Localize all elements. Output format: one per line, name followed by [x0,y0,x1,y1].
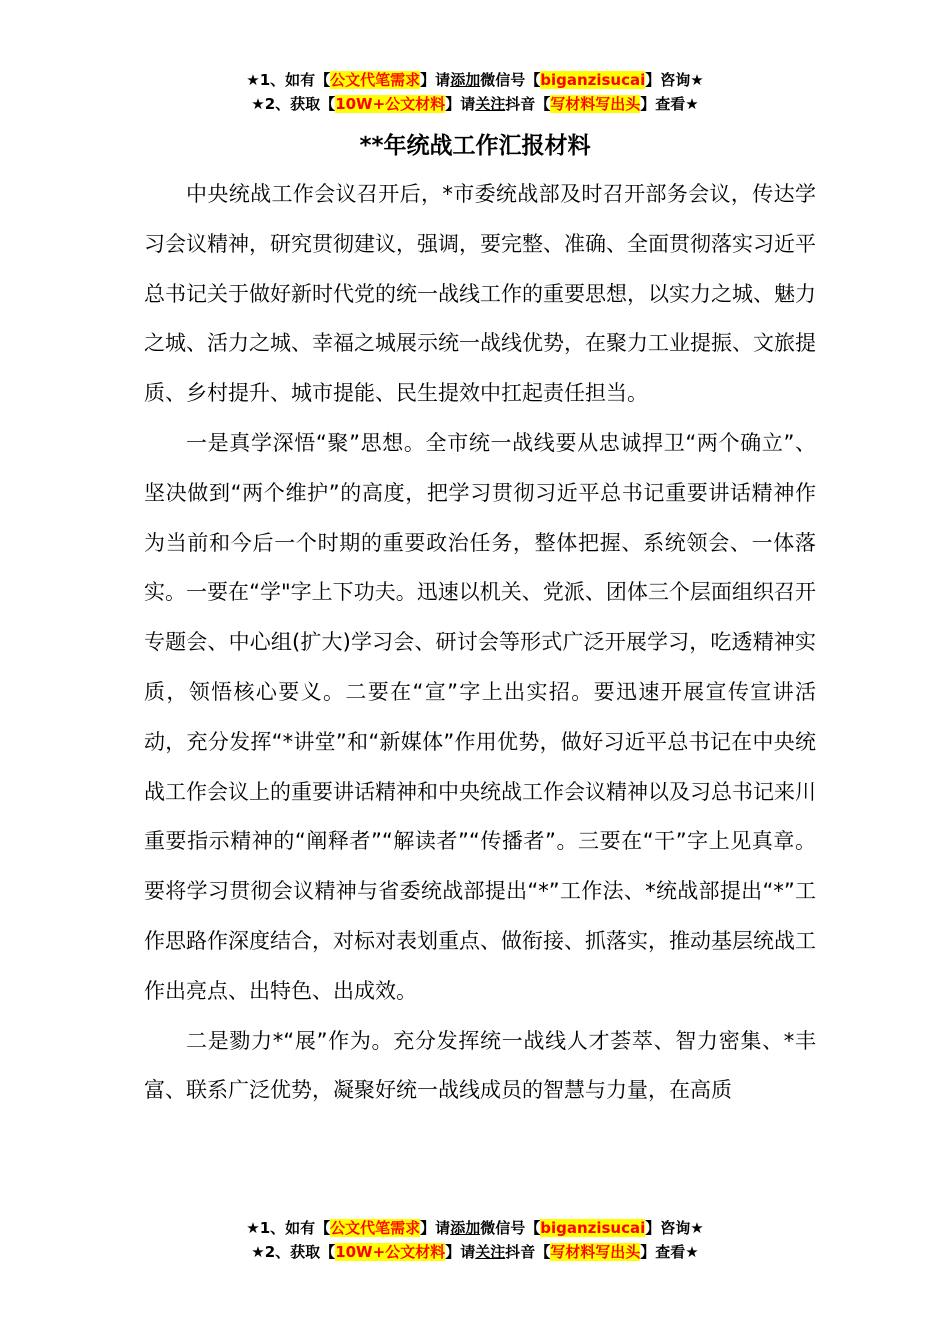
banner-text: ★1、如有【 [246,1219,331,1237]
banner-line-2 [0,1240,950,1264]
paragraph: 中央统战工作会议召开后，*市委统战部及时召开部务会议，传达学习会议精神，研究贯彻建议，强调，要完整、准确、全面贯彻落实习近平总书记关于做好新时代党的统一战线工作的重要思想，以实力之城、魅力之城、活力之城、幸福之城展示统一战线优势，在聚力工业提振、文旅提质、乡村提升、城市提能、民生提效中扛起责任担当。 [144,182,816,406]
document-body [144,170,816,1116]
banner-line-1 [0,68,950,92]
banner-line-1 [0,1216,950,1240]
banner-highlight: 写材料写出头 [550,95,641,113]
banner-highlight: 写材料写出头 [550,1243,641,1261]
banner-text: 】请 [420,71,451,89]
banner-underlined-text: 关注 [475,95,506,113]
banner-underlined-text: 关注 [475,1243,506,1261]
banner-highlight: 10W+公文材料 [335,95,446,113]
banner-text: ★2、获取【 [251,95,336,113]
banner-text: 】咨询★ [645,71,704,89]
banner-text: 】查看★ [640,95,699,113]
banner-highlight: 公文代笔需求 [330,71,421,89]
document-title: **年统战工作汇报材料 [359,133,591,159]
banner-highlight: 10W+公文材料 [335,1243,446,1261]
banner-text: 】咨询★ [645,1219,704,1237]
banner-text: 抖音【 [505,95,551,113]
paragraph: 二是勠力*“展”作为。充分发挥统一战线人才荟萃、智力密集、*丰富、联系广泛优势，凝聚好统一战线成员的智慧与力量，在高质 [144,1028,816,1103]
banner-underlined-text: 添加 [450,71,481,89]
banner-underlined-text: 添加 [450,1219,481,1237]
footer-banner [0,1216,950,1264]
banner-text: 微信号【 [480,1219,541,1237]
banner-line-2 [0,92,950,116]
banner-highlight: biganzisucai [540,71,646,89]
banner-text: 】查看★ [640,1243,699,1261]
banner-highlight: 公文代笔需求 [330,1219,421,1237]
header-banner [0,68,950,116]
banner-text: ★2、获取【 [251,1243,336,1261]
banner-text: 抖音【 [505,1243,551,1261]
banner-text: 】请 [445,1243,476,1261]
banner-highlight: biganzisucai [540,1219,646,1237]
paragraph: 一是真学深悟“聚”思想。全市统一战线要从忠诚捍卫“两个确立”、坚决做到“两个维护”的高度，把学习贯彻习近平总书记重要讲话精神作为当前和今后一个时期的重要政治任务，整体把握、系统领会、一体落实。一要在“学"字上下功夫。迅速以机关、党派、团体三个层面组织召开专题会、中心组(扩大)学习会、研讨会等形式广泛开展学习，吃透精神实质，领悟核心要义。二要在“宣”字上出实招。要迅速开展宣传宣讲活动，充分发挥“*讲堂”和“新媒体”作用优势，做好习近平总书记在中央统战工作会议上的重要讲话精神和中央统战工作会议精神以及习总书记来川重要指示精神的“阐释者”“解读者”“传播者”。三要在“干”字上见真章。要将学习贯彻会议精神与省委统战部提出“*”工作法、*统战部提出“*”工作思路作深度结合，对标对表划重点、做衔接、抓落实，推动基层统战工作出亮点、出特色、出成效。 [144,430,816,1003]
banner-text: 微信号【 [480,71,541,89]
banner-text: 】请 [420,1219,451,1237]
banner-text: 】请 [445,95,476,113]
banner-text: ★1、如有【 [246,71,331,89]
